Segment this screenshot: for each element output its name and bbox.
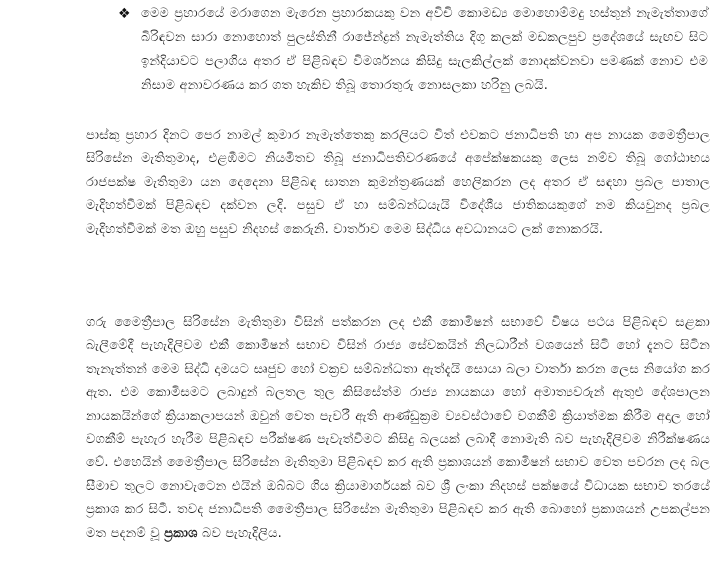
paragraph-2-ending: බව පැහැදිලිය. xyxy=(197,525,283,541)
diamond-bullet-icon: ❖ xyxy=(118,6,131,22)
paragraph-2-bold-word: ප්‍රකාශ xyxy=(164,525,198,541)
paragraph-2-main-text: ගරු මෛත්‍රීපාල සිරිසේන මැතිතුමා විසින් පත්කරන ලද එකී කොමිෂන් සභාවේ විෂය පථය පිළිබඳව සළකා බැලීමේදී පැහැදිලිවම එකී කොමිෂන් සභාව විසින් රාජ්‍ය සේවකයින් නිලධාරීන් වශයෙන් සිටි හෝ දැනට සිටින තැනැත්තන් මෙම සිද්ධි දාමයට සෘජුව හෝ වක්‍රව සම්බන්ධතා ඇත්දැයි සොයා බලා වාර්තා කරන ලෙස නියෝග කර ඇත. එම කොමිසමට ලබාදුන් බලතල තුල කිසිසේත්ම රාජ්‍ය නායකයා හෝ අමාත්‍යවරුන් ඇතුළු දේශපාලන නායකයින්ගේ ක්‍රියාකලාපයන් ඔවුන් වෙත පැවරී ඇති ආණ්ඩුක්‍රම ව්‍යවස්ථාවේ වගකීම් ක්‍රියාත්මක කිරීම අදාල හෝ වගකීම් පැහැර හැරීම පිළිබඳව පරීක්ෂණ පැවැත්වීමට කිසිදු බලයක් ලබාදී නොමැති බව පැහැදිලිවම නිරීක්ෂණය වේ. එහෙයින් මෛත්‍රීපාල සිරිසේන මැතිතුමා පිළිබඳව කර ඇති ප්‍රකාශයන් කොමිෂන් සභාව වෙත පවරන ලද බල සීමාව තුලට නොවැටෙන එයින් ඔබ්බට ගිය ක්‍රියාමාර්ගයක් බව ශ්‍රී ලංකා නිදහස් පක්ෂයේ විධායක සභාව තරයේ ප්‍රකාශ කර සිටී. තවද ජනාධිපති මෛත්‍රීපාල සිරිසේන මැතිතුමා පිළිබඳව කර ඇති බොහෝ ප්‍රකාශයන් උපකල්පන මත පදනම් වූ xyxy=(86,315,710,541)
bullet-point xyxy=(118,2,708,98)
paragraph-1: පාස්කු ප්‍රහාර දිනට පෙර නාමල් කුමාර නැමැත්තෙකු කරලියට විත් එවකට ජනාධිපති හා අප නායක මෛත්‍රීපාල සිරිසේන මැතිතුමාද, එළඹීමට නියමිතව තිබූ ජනාධිපතිවරණයේ අපේක්ෂකයකු ලෙස නම්ව තිබූ ගෝඨාභය රාජපක්ෂ මැතිතුමා යන දෙදෙනා පිළිබඳ ඝාතන කුමන්ත්‍රණයක් හෙලිකරන ලද අතර ඒ සඳහා ප්‍රබල පාතාල මැදිහත්වීමක් පිළිබඳව දක්වන ලදි. පසුව ඒ හා සම්බන්ධයැයි විදේශීය ජාතිකයකුගේ නම කියවුනද ප්‍රබල මැදිහත්වීමක් මත ඔහු පසුව නිදහස් කෙරුනි. වාර්තාව මෙම සිද්ධිය අවධානයට ලක් නොකරයි. xyxy=(86,128,710,237)
bullet-text: මෙම ප්‍රහාරයේ මරාගෙන මැරෙන ප්‍රහාරකයකු වන අවිචි කොමඩ්‍ය මොහොම්මදු හස්තුන් නැමැත්තාගේ බිරිඳවන සාරා නොහොත් පුලස්තිනී රාජේන්ද්‍රන් නැමැත්තිය දිගු කලක් මඩකලපුව ප්‍රදේශයේ සැඟව සිට ඉන්දියාවට පලාගිය අතර ඒ පිළිබඳව විමර්ශනය කිසිදු සැලකිල්ලක් නොදක්වනවා පමණක් නොව එම නිසාම අනාවරණය කර ගත හැකිව තිබූ තොරතුරු නොසලකා හරිනු ලබයි. xyxy=(141,6,708,93)
paragraph-2 xyxy=(86,311,710,545)
